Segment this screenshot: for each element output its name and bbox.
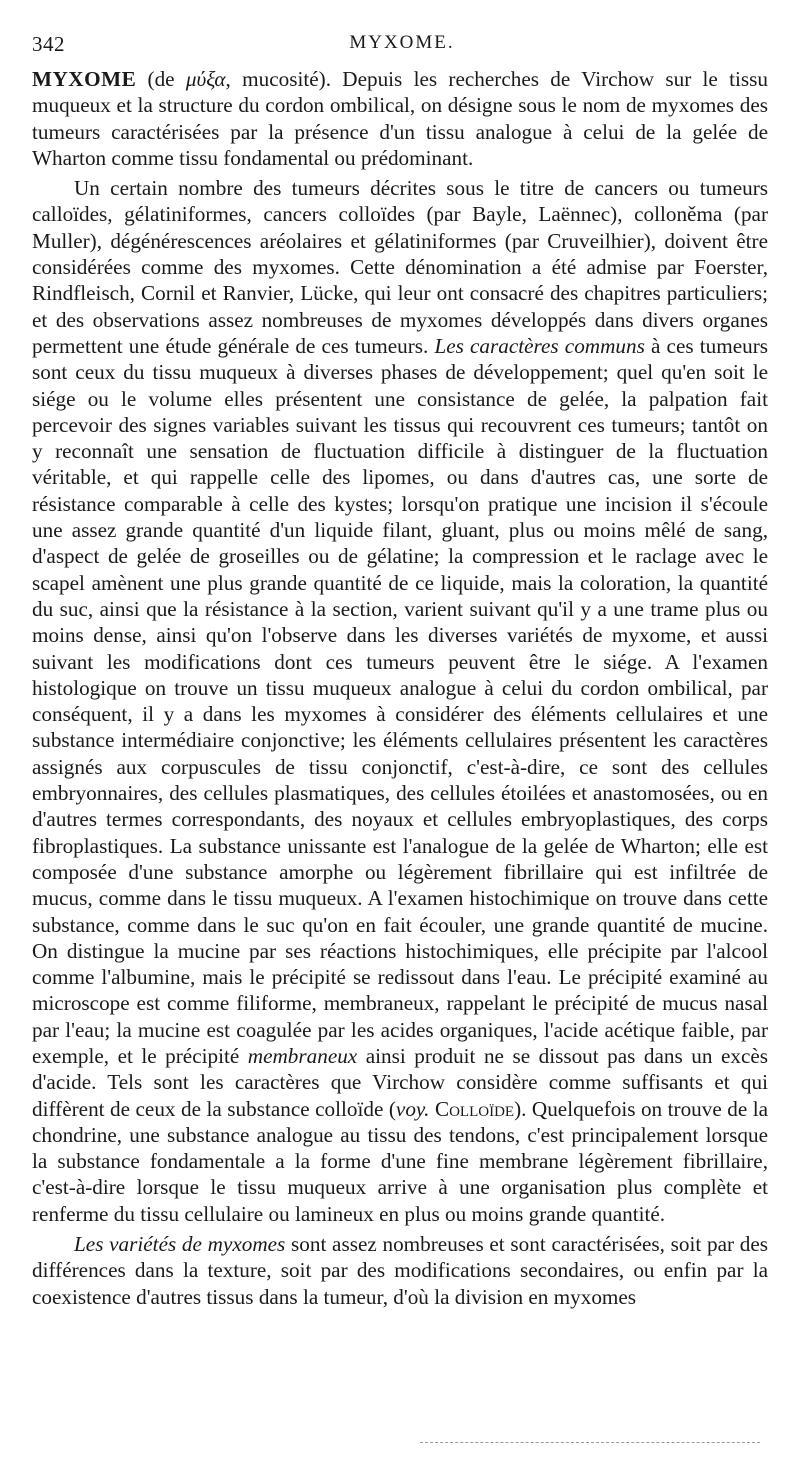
paragraph2-part3: ainsi produit ne se dissout pas dans un excès d'acide. Tels sont les caractères que Virchow considère comme suffisants et qui diffèrent de ceux de la substance colloïde ( — [32, 1043, 768, 1121]
paragraph-varieties — [32, 1231, 768, 1310]
paragraph-characteristics — [32, 175, 768, 1227]
paragraph-myxome-definition — [32, 66, 768, 171]
body-text — [32, 66, 768, 1310]
page-header — [32, 32, 772, 60]
italic-membraneux: membraneux — [247, 1043, 358, 1068]
greek-etymology: μύξα — [185, 67, 226, 91]
paragraph2-part1: Un certain nombre des tumeurs décrites sous le titre de cancers ou tumeurs calloïdes, gélatiniformes, cancers colloïdes (par Bayle, Laënnec), colloněma (par Muller), dégénérescences aréolaires et gélatiniformes (par Cruveilhier), doivent être considérées comme des myxomes. Cette dénomination a été admise par Foerster, Rindfleisch, Cornil et Ranvier, Lücke, qui leur ont consacré des chapitres particuliers; et des observations assez nombreuses de myxomes développés dans divers organes permettent une étude générale de ces tumeurs. — [32, 176, 768, 358]
paragraph1-text: , mucosité). Depuis les recherches de Virchow sur le tissu muqueux et la structure du cordon ombilical, on désigne sous le nom de myxomes des tumeurs caractérisées par la présence d'un tissu analogue à celui de la gelée de Wharton comme tissu fondamental ou prédominant. — [32, 67, 768, 170]
italic-caracteres-communs: Les caractères communs — [434, 333, 645, 358]
cross-reference-colloide: Colloïde — [434, 1096, 515, 1121]
page-number: 342 — [32, 32, 65, 56]
running-head: MYXOME. — [349, 32, 455, 53]
italic-voy: voy. — [395, 1096, 430, 1121]
paragraph2-part2: à ces tumeurs sont ceux du tissu muqueux à diverses phases de développement; quel qu'en soit le siége ou le volume elles présentent une consistance de gelée, la palpation fait percevoir des signes variables suivant les tissus qui recouvrent ces tumeurs; tantôt on y reconnaît une sensation de fluctuation difficile à distinguer de la fluctuation véritable, et qui rappelle celle des lipomes, ou dans d'autres cas, une sorte de résistance comparable à celle des kystes; lorsqu'on pratique une incision il s'écoule une assez grande quantité d'un liquide filant, gluant, plus ou moins mêlé de sang, d'aspect de gelée de groseilles ou de gélatine; la compression et le raclage avec le scapel amènent une plus grande quantité de ce liquide, mais la coloration, la quantité du suc, ainsi que la résistance à la section, varient suivant qu'il y a une trame plus ou moins dense, ainsi qu'on l'observe dans les diverses variétés de myxome, et aussi suivant les modifications dont ces tumeurs peuvent être le siége. A l'examen histologique on trouve un tissu muqueux analogue à celui du cordon ombilical, par conséquent, il y a dans les myxomes à considérer des éléments cellulaires et une substance intermédiaire conjonctive; les éléments cellulaires présentent les caractères assignés aux corpuscules de tissu conjonctif, c'est-à-dire, ce sont des cellules embryonnaires, des cellules plasmatiques, des cellules étoilées et anastomosées, ou en d'autres termes correspondants, des noyaux et cellules embryoplastiques, des corps fibroplastiques. La substance unissante est l'analogue de la gelée de Wharton; elle est composée d'une substance amorphe ou légèrement fibrillaire qui est infiltrée de mucus, comme dans le tissu muqueux. A l'examen histochimique on trouve dans cette substance, comme dans le suc qu'on en fait écouler, une grande quantité de mucine. On distingue la mucine par ses réactions histochimiques, elle précipite par l'alcool comme l'albumine, mais le précipité se redissout dans l'eau. Le précipité examiné au microscope est comme filiforme, membraneux, rappelant le précipité de mucus nasal par l'eau; la mucine est coagulée par les acides organiques, l'acide acétique faible, par exemple, et le précipité — [32, 333, 768, 1068]
paragraph2-part4: ). Quelquefois on trouve de la chondrine, une substance analogue au tissu des tendons, c'est principalement lorsque la substance fondamentale a la forme d'une fine membrane légèrement fibrillaire, c'est-à-dire lorsque le tissu muqueux arrive à une organisation plus complète et renferme du tissu cellulaire ou lamineux en plus ou moins grande quantité. — [32, 1096, 769, 1226]
italic-varietes: Les variétés de myxomes — [74, 1232, 286, 1257]
paragraph1-lead: (de — [136, 67, 186, 91]
entry-term: MYXOME — [32, 67, 137, 91]
footer-rule — [420, 1442, 760, 1443]
paragraph3-text: sont assez nombreuses et sont caractérisées, soit par des différences dans la texture, soit par des modifications secondaires, ou enfin par la coexistence d'autres tissus dans la tumeur, d'où la division en myxomes — [32, 1232, 768, 1309]
